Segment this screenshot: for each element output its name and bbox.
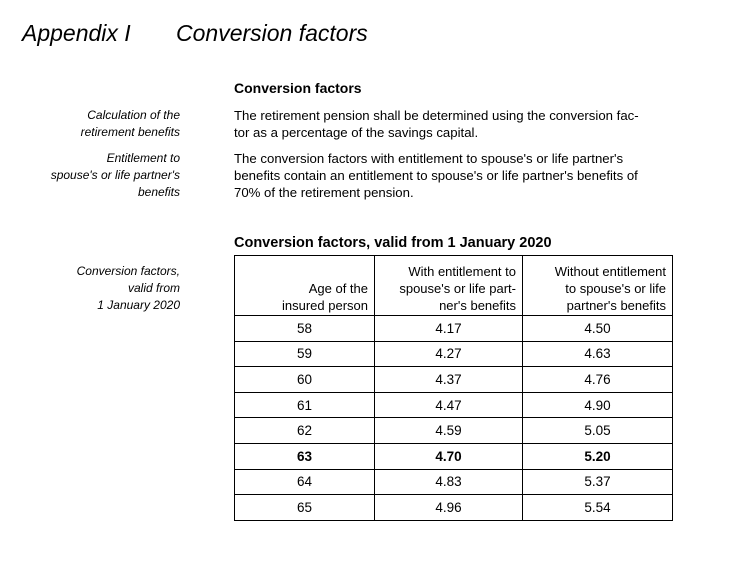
- table-header-row: [235, 256, 673, 316]
- side-label-conversion-factors: Conversion factors, valid from 1 January 2020: [76, 264, 180, 312]
- cell-without-entitlement: 5.05: [523, 418, 673, 444]
- conversion-factors-table: [234, 255, 673, 521]
- cell-without-entitlement: 4.90: [523, 392, 673, 418]
- table-row: [235, 495, 673, 521]
- cell-age: 58: [235, 316, 375, 342]
- cell-age: 60: [235, 367, 375, 393]
- page-title: Conversion factors: [176, 20, 368, 46]
- table-row: [235, 418, 673, 444]
- column-header-without-entitlement: Without entitlement to spouse's or life partner's benefits: [523, 256, 673, 316]
- cell-with-entitlement: 4.17: [375, 316, 523, 342]
- cell-without-entitlement: 4.50: [523, 316, 673, 342]
- column-header-age: Age of the insured person: [235, 256, 375, 316]
- cell-with-entitlement: 4.70: [375, 443, 523, 469]
- cell-age: 62: [235, 418, 375, 444]
- section-title: Conversion factors: [234, 80, 362, 96]
- cell-with-entitlement: 4.47: [375, 392, 523, 418]
- cell-with-entitlement: 4.83: [375, 469, 523, 495]
- cell-without-entitlement: 4.76: [523, 367, 673, 393]
- cell-age: 65: [235, 495, 375, 521]
- cell-without-entitlement: 5.20: [523, 443, 673, 469]
- cell-age: 61: [235, 392, 375, 418]
- table-row: [235, 392, 673, 418]
- paragraph-calculation: The retirement pension shall be determined using the conversion fac- tor as a percentage of the savings capital.: [234, 108, 639, 140]
- cell-with-entitlement: 4.27: [375, 341, 523, 367]
- cell-with-entitlement: 4.96: [375, 495, 523, 521]
- cell-without-entitlement: 5.37: [523, 469, 673, 495]
- table-row: [235, 341, 673, 367]
- table-row: [235, 443, 673, 469]
- table-row: [235, 469, 673, 495]
- table-title: Conversion factors, valid from 1 January 2020: [234, 235, 552, 251]
- cell-without-entitlement: 5.54: [523, 495, 673, 521]
- side-label-calculation: Calculation of the retirement benefits: [80, 108, 180, 139]
- cell-without-entitlement: 4.63: [523, 341, 673, 367]
- cell-with-entitlement: 4.37: [375, 367, 523, 393]
- column-header-with-entitlement: With entitlement to spouse's or life part- ner's benefits: [375, 256, 523, 316]
- cell-age: 63: [235, 443, 375, 469]
- cell-with-entitlement: 4.59: [375, 418, 523, 444]
- table-row: [235, 316, 673, 342]
- table-row: [235, 367, 673, 393]
- cell-age: 64: [235, 469, 375, 495]
- paragraph-entitlement: The conversion factors with entitlement to spouse's or life partner's benefits contain an entitlement to spouse's or life partner's benefits of 70% of the retirement pension.: [234, 151, 638, 200]
- appendix-label: Appendix I: [22, 20, 131, 46]
- cell-age: 59: [235, 341, 375, 367]
- page-header: [22, 20, 368, 47]
- side-label-entitlement: Entitlement to spouse's or life partner's benefits: [50, 151, 180, 199]
